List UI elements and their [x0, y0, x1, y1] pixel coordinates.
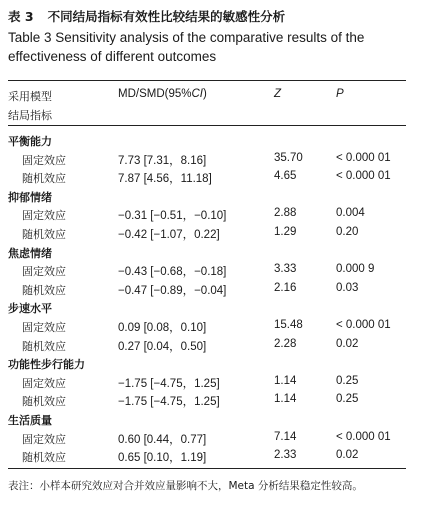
p-value-cell: 0.02 [336, 449, 359, 462]
model-label: 固定效应 [22, 209, 66, 223]
header-col1-line1: 采用模型 [8, 90, 52, 103]
outcome-group-heading: 平衡能力 [8, 135, 52, 148]
model-label: 随机效应 [22, 172, 66, 186]
model-label: 固定效应 [22, 376, 66, 390]
top-rule [8, 80, 406, 81]
outcome-group-heading: 步速水平 [8, 302, 52, 316]
z-value-cell: 7.14 [274, 430, 297, 443]
model-label: 固定效应 [22, 432, 66, 446]
model-label: 随机效应 [22, 451, 66, 465]
z-value-cell: 2.28 [274, 337, 297, 350]
model-label: 随机效应 [22, 283, 66, 297]
effect-size-cell: −0.31 [−0.51，−0.10] [118, 210, 227, 223]
table-footnote: 表注：小样本研究效应对合并效应量影响不大，Meta 分析结果稳定性较高。 [8, 480, 363, 492]
p-value-cell: < 0.000 01 [336, 170, 391, 183]
p-value-cell: < 0.000 01 [336, 430, 391, 443]
bottom-rule [8, 468, 406, 469]
z-value-cell: 1.14 [274, 393, 297, 406]
effect-size-cell: 7.87 [4.56，11.18] [118, 173, 212, 186]
outcome-group-heading: 焦虑情绪 [8, 246, 52, 260]
z-value-cell: 2.16 [274, 281, 297, 294]
effect-size-cell: −1.75 [−4.75，1.25] [118, 377, 220, 390]
p-value-cell: 0.004 [336, 207, 365, 220]
p-value-cell: 0.25 [336, 393, 359, 406]
z-value-cell: 35.70 [274, 151, 303, 164]
effect-size-cell: −0.43 [−0.68，−0.18] [118, 266, 227, 279]
p-value-cell: 0.02 [336, 337, 359, 350]
outcome-group-heading: 功能性步行能力 [8, 358, 85, 372]
p-value-cell: 0.25 [336, 374, 359, 387]
header-rule [8, 125, 406, 126]
z-value-cell: 2.33 [274, 449, 297, 462]
p-value-cell: < 0.000 01 [336, 319, 391, 331]
z-value-cell: 1.14 [274, 374, 297, 387]
header-z: Z [274, 88, 282, 100]
model-label: 固定效应 [22, 153, 66, 167]
effect-size-cell: −1.75 [−4.75，1.25] [118, 396, 220, 409]
model-label: 随机效应 [22, 395, 66, 409]
model-label: 固定效应 [22, 265, 66, 279]
p-value-cell: < 0.000 01 [336, 151, 391, 164]
effect-size-cell: −0.47 [−0.89，−0.04] [118, 284, 227, 297]
model-label: 随机效应 [22, 339, 66, 353]
model-label: 固定效应 [22, 321, 66, 334]
table-title-en: Table 3 Sensitivity analysis of the comparative results of the effectiveness of different outcomes [8, 30, 365, 64]
p-value-cell: 0.03 [336, 281, 359, 294]
header-effect-size: MD/SMD(95%CI) [118, 88, 207, 100]
p-value-cell: 0.20 [336, 226, 359, 238]
header-p: P [336, 88, 344, 100]
table-title-cn [8, 7, 285, 25]
effect-size-cell: 0.60 [0.44，0.77] [118, 433, 207, 446]
effect-size-cell: 0.09 [0.08，0.10] [118, 322, 207, 334]
effect-size-cell: 7.73 [7.31，8.16] [118, 154, 207, 167]
p-value-cell: 0.000 9 [336, 263, 375, 276]
table-number: 表 3 [8, 9, 34, 24]
outcome-group-heading: 生活质量 [8, 414, 52, 427]
z-value-cell: 3.33 [274, 263, 297, 276]
effect-size-cell: 0.65 [0.10，1.19] [118, 452, 207, 465]
effect-size-cell: 0.27 [0.04，0.50] [118, 340, 207, 353]
z-value-cell: 4.65 [274, 170, 297, 183]
outcome-group-heading: 抑郁情绪 [8, 190, 52, 204]
model-label: 随机效应 [22, 228, 66, 241]
effect-size-cell: −0.42 [−1.07，0.22] [118, 229, 220, 241]
table-caption-cn: 不同结局指标有效性比较结果的敏感性分析 [47, 9, 286, 24]
z-value-cell: 15.48 [274, 319, 303, 331]
z-value-cell: 2.88 [274, 207, 297, 220]
z-value-cell: 1.29 [274, 226, 297, 238]
header-col1-line2: 结局指标 [8, 109, 52, 122]
